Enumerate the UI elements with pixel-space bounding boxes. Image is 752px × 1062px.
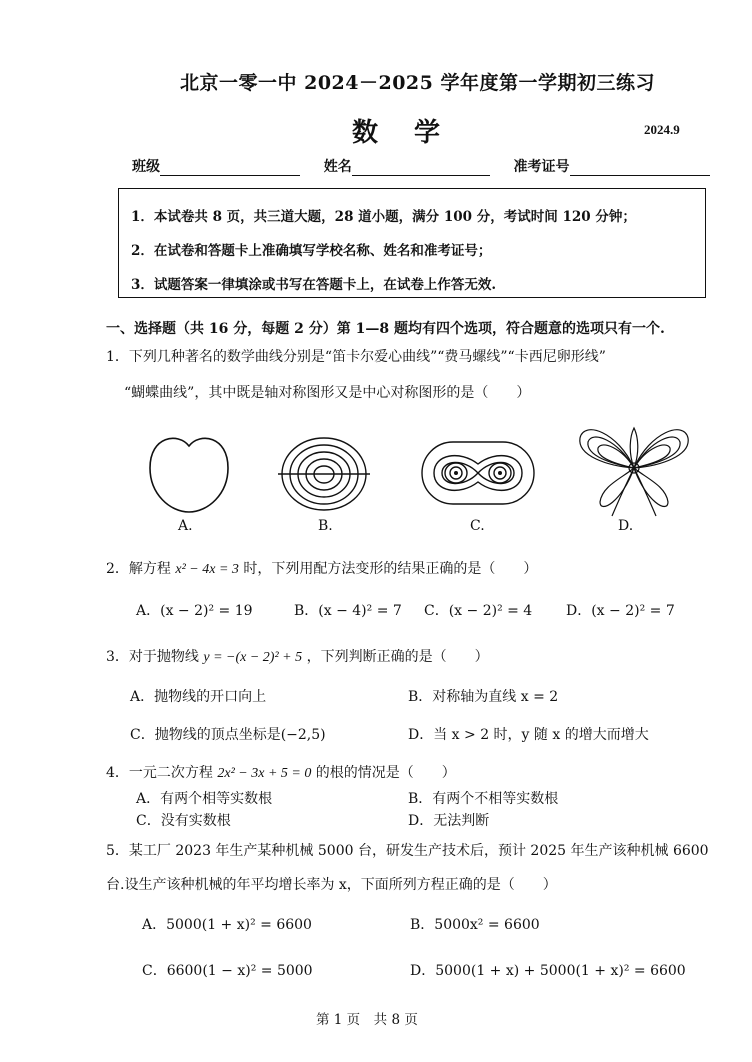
q2-stem-suffix: 时，下列用配方法变形的结果正确的是（ ） bbox=[243, 561, 538, 577]
q5-stem: 5．某工厂 2023 年生产某种机械 5000 台，研发生产技术后，预计 2025 年生产该种机械 6600 bbox=[106, 843, 709, 859]
q1-figure-label-c: C. bbox=[470, 518, 485, 534]
q2-option-a[interactable]: A．(x − 2)² = 19 bbox=[136, 603, 253, 619]
q5-option-c[interactable]: C．6600(1 − x)² = 5000 bbox=[142, 963, 313, 979]
exam-title: 北京一零一中 2024－2025 学年度第一学期初三练习 bbox=[180, 72, 655, 94]
q4-stem bbox=[106, 762, 456, 782]
name-input-line[interactable] bbox=[352, 161, 490, 176]
butterfly-curve-figure bbox=[578, 422, 690, 518]
q1-figure-label-d: D. bbox=[618, 518, 634, 534]
q4-option-b[interactable]: B．有两个不相等实数根 bbox=[408, 791, 559, 807]
q3-equation: y = −(x − 2)² + 5 bbox=[203, 650, 303, 665]
q4-option-c[interactable]: C．没有实数根 bbox=[136, 813, 231, 829]
q5-option-a[interactable]: A．5000(1 + x)² = 6600 bbox=[142, 917, 312, 933]
q4-option-a[interactable]: A．有两个相等实数根 bbox=[136, 791, 273, 807]
q2-option-d[interactable]: D．(x − 2)² = 7 bbox=[566, 603, 675, 619]
q1-figure-label-a: A. bbox=[178, 518, 193, 534]
page-number: 第 1 页 共 8 页 bbox=[316, 1012, 418, 1028]
q5-stem-cont: 台.设生产该种机械的年平均增长率为 x，下面所列方程正确的是（ ） bbox=[106, 877, 557, 893]
name-label: 姓名 bbox=[323, 159, 352, 175]
instruction-2: 2．在试卷和答题卡上准确填写学校名称、姓名和准考证号； bbox=[131, 243, 492, 259]
class-label: 班级 bbox=[132, 159, 160, 175]
q3-option-a[interactable]: A．抛物线的开口向上 bbox=[130, 689, 267, 705]
q2-option-c[interactable]: C．(x − 2)² = 4 bbox=[424, 603, 533, 619]
q3-option-b[interactable]: B．对称轴为直线 x = 2 bbox=[408, 689, 559, 705]
q1-figure-label-b: B. bbox=[318, 518, 333, 534]
q1-stem-cont: “蝴蝶曲线”，其中既是轴对称图形又是中心对称图形的是（ ） bbox=[124, 385, 531, 401]
q3-stem-prefix: 3．对于抛物线 bbox=[106, 649, 199, 665]
instructions-box bbox=[118, 188, 706, 298]
exam-no-label: 准考证号 bbox=[513, 159, 570, 175]
q2-option-b[interactable]: B．(x − 4)² = 7 bbox=[294, 603, 402, 619]
q4-stem-prefix: 4．一元二次方程 bbox=[106, 765, 213, 781]
q4-equation: 2x² − 3x + 5 = 0 bbox=[217, 766, 312, 781]
q5-option-d[interactable]: D．5000(1 + x) + 5000(1 + x)² = 6600 bbox=[410, 963, 686, 979]
exam-date: 2024.9 bbox=[644, 122, 680, 137]
q5-option-b[interactable]: B．5000x² = 6600 bbox=[410, 917, 540, 933]
q4-option-d[interactable]: D．无法判断 bbox=[408, 813, 490, 829]
q3-stem-suffix: ，下列判断正确的是（ ） bbox=[306, 649, 489, 665]
cardioid-figure bbox=[148, 434, 230, 514]
q2-equation: x² − 4x = 3 bbox=[175, 562, 239, 577]
fermat-spiral-figure bbox=[278, 436, 370, 512]
q1-stem: 1．下列几种著名的数学曲线分别是“笛卡尔爱心曲线”“费马螺线”“卡西尼卵形线” bbox=[106, 349, 606, 365]
q3-stem bbox=[106, 646, 489, 666]
info-fields bbox=[132, 156, 710, 176]
cassini-oval-figure bbox=[420, 440, 536, 506]
subject-title: 数学 bbox=[352, 118, 477, 148]
q4-stem-suffix: 的根的情况是（ ） bbox=[315, 765, 456, 781]
q2-stem-prefix: 2．解方程 bbox=[106, 561, 171, 577]
q3-option-d[interactable]: D．当 x > 2 时，y 随 x 的增大而增大 bbox=[408, 727, 649, 743]
class-input-line[interactable] bbox=[160, 161, 300, 176]
q3-option-c[interactable]: C．抛物线的顶点坐标是(−2,5) bbox=[130, 727, 326, 743]
instruction-3: 3．试题答案一律填涂或书写在答题卡上，在试卷上作答无效. bbox=[131, 277, 497, 293]
instruction-1: 1．本试卷共 8 页，共三道大题，28 道小题，满分 100 分，考试时间 120 分钟； bbox=[131, 209, 636, 225]
exam-no-input-line[interactable] bbox=[570, 161, 710, 176]
section-heading: 一、选择题（共 16 分，每题 2 分）第 1—8 题均有四个选项，符合题意的选项只有一个. bbox=[106, 321, 665, 337]
q2-stem bbox=[106, 558, 537, 578]
